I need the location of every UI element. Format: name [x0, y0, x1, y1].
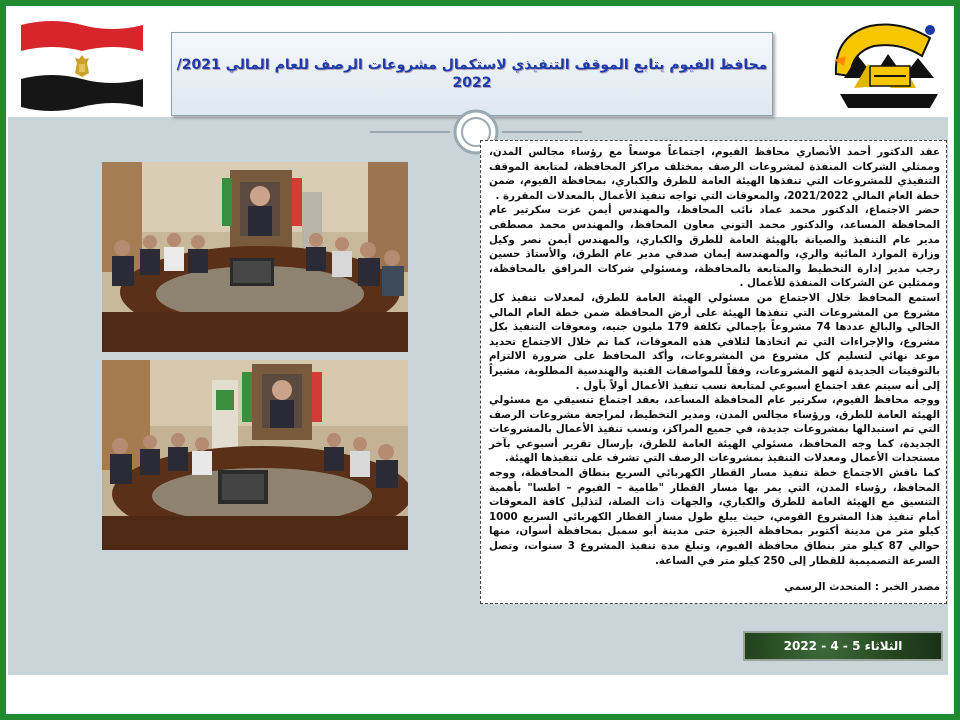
article-source: مصدر الخبر : المتحدث الرسمي [784, 581, 940, 594]
egypt-flag-icon [17, 17, 147, 112]
title-box [171, 32, 773, 116]
article-body [480, 140, 947, 604]
article-paragraph: استمع المحافظ خلال الاجتماع من مسئولي الهيئة العامة للطرق، لمعدلات تنفيذ كل مشروع من المشروعات التي تنفذها الهيئة على أرض المحافظة ضمن خطة العام المالي الحالي والبالغ عددها 74 مشروعاً بإجمالي تكلفة 179 مليون جنيه، ومعوقات التنفيذ بكل مشروع، والإجراءات التي تم اتخاذها لتلافي هذه المعوقات، كما تم خلال الاجتماع تحديد موعد نهائي لتسليم كل مشروع من المشروعات، وأكد المحافظ على ضرورة الالتزام بالتوقيتات الجديدة لنهو المشروعات، وفقاً للمواصفات الفنية والهندسية المطلوبة، مشيراً إلى أنه سيتم عقد اجتماع أسبوعي لمتابعة نسب تنفيذ الأعمال أولاً بأول . [489, 291, 941, 392]
ornament-line-left [370, 131, 450, 133]
article-paragraph: ووجه محافظ الفيوم، سكرتير عام المحافظة المساعد، بعقد اجتماع تنسيقي مع مسئولي الهيئة العامة للطرق، ورؤساء مجالس المدن، ومدير التخطيط، لمراجعة مشروعات الرصف التي تم استبدالها بمشروعات جديدة، في جميع المراكز، ونسب تنفيذ الأعمال بالمشروعات الجديدة، كما وجه المحافظ، مسئولي الهيئة العامة للطرق، بإرسال تقرير أسبوعي بآخر مستجدات الأعمال ومعدلات التنفيذ بمشروعات الرصف التي تشرف على تنفيذها الهيئة. [489, 394, 940, 465]
date-bar [743, 631, 943, 661]
meeting-photo-1 [102, 162, 408, 352]
bottom-band [8, 675, 948, 713]
ornament-line-right [502, 131, 582, 133]
article-paragraph: كما ناقش الاجتماع خطة تنفيذ مسار القطار الكهربائي السريع بنطاق المحافظة، ووجه المحافظ، رؤساء المدن، التي يمر بها مسار القطار "طامية – الفيوم – اطسا" بأهمية التنسيق مع الهيئة العامة للطرق والكباري، والجهات ذات الصلة، لتذليل كافة المعوقات أمام تنفيذ هذا المشروع القومي، حيث يبلغ طول مسار القطار الكهربائي السريع 1000 كيلو متر من مدينة أكتوبر بمحافظة الجيزة حتى مدينة أبو سمبل بمحافظة أسوان، منها حوالي 87 كيلو متر بنطاق محافظة الفيوم، وتبلغ مدة تنفيذ المشروع 3 سنوات، وتصل السرعة التصميمية للقطار إلى 250 كيلو متر في الساعة. [489, 467, 940, 567]
date-text: الثلاثاء 5 - 4 - 2022 [783, 639, 903, 653]
meeting-photo-2 [102, 360, 408, 550]
page-title: محافظ الفيوم يتابع الموقف التنفيذي لاستكمال مشروعات الرصف للعام المالي 2021/ 2022 [176, 56, 768, 91]
article-paragraph: عقد الدكتور أحمد الأنصاري محافظ الفيوم، اجتماعاً موسعاً مع رؤساء مجالس المدن، وممثلي الشركات المنفذة لمشروعات الرصف بمختلف مراكز المحافظة، لمتابعة الموقف التنفيذي للمشروعات التي تنفذها الهيئة العامة للطرق والكباري، بمحافظة الفيوم، ضمن خطة العام المالي 2021/2022، والمعوقات التي تواجه تنفيذ الأعمال بالمعدلات المقررة . [489, 146, 940, 202]
article-paragraph: حضر الاجتماع، الدكتور محمد عماد نائب المحافظ، والمهندس أيمن عزت سكرتير عام المحافظة المساعد، والدكتور محمد التوني معاون المحافظ، والمهندس محمد مصطفى مدير عام التنفيذ والصيانة بالهيئة العامة للطرق والكباري، والمهندس أيمن نصر وكيل وزارة الموارد المائية والري، والمهندسة إيمان صدقي مدير عام الطرق، والأستاذ حسين رجب مدير إدارة التخطيط والمتابعة بالمحافظة، ومسئولي شركات المرافق بالمحافظة، وممثلين عن الشركات المنفذة للأعمال . [489, 204, 940, 290]
fayoum-logo [830, 16, 948, 116]
